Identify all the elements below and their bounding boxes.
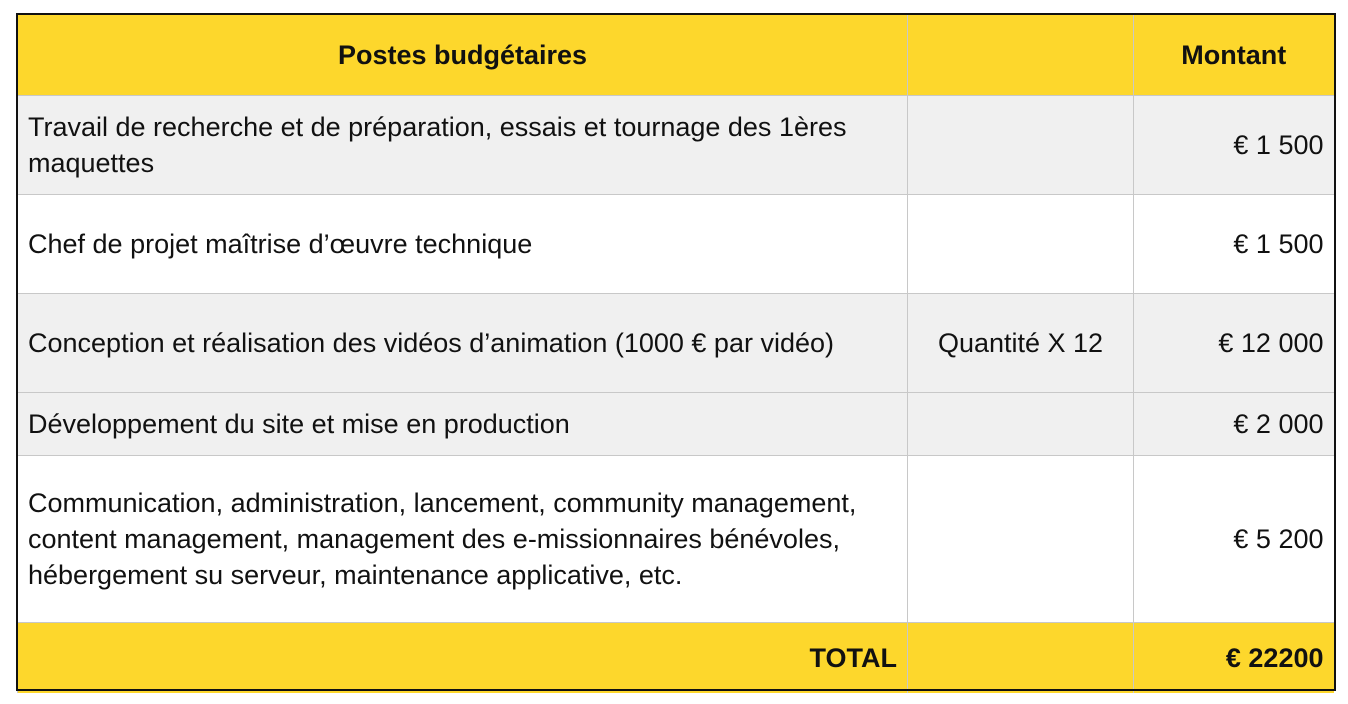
total-row <box>18 623 1334 694</box>
row-quantity-cell <box>908 96 1134 195</box>
row-label-cell: Conception et réalisation des vidéos d’animation (1000 € par vidéo) <box>18 294 908 393</box>
row-quantity-cell <box>908 195 1134 294</box>
header-amount-cell: Montant <box>1134 15 1334 96</box>
table-row <box>18 195 1334 294</box>
table-row <box>18 393 1334 456</box>
row-quantity-cell <box>908 456 1134 623</box>
row-label-cell: Développement du site et mise en production <box>18 393 908 456</box>
row-label-cell: Communication, administration, lancement, community management, content management, management des e-missionnaires bénévoles, hébergement su serveur, maintenance applicative, etc. <box>18 456 908 623</box>
table-row <box>18 96 1334 195</box>
row-amount-cell: € 1 500 <box>1134 96 1334 195</box>
row-label-cell: Travail de recherche et de préparation, essais et tournage des 1ères maquettes <box>18 96 908 195</box>
row-quantity-cell: Quantité X 12 <box>908 294 1134 393</box>
header-label-cell: Postes budgétaires <box>18 15 908 96</box>
total-quantity-cell <box>908 623 1134 694</box>
row-label-cell: Chef de projet maîtrise d’œuvre technique <box>18 195 908 294</box>
row-amount-cell: € 2 000 <box>1134 393 1334 456</box>
row-amount-cell: € 5 200 <box>1134 456 1334 623</box>
row-amount-cell: € 1 500 <box>1134 195 1334 294</box>
total-label-cell: TOTAL <box>18 623 908 694</box>
header-row <box>18 15 1334 96</box>
table-row <box>18 294 1334 393</box>
row-amount-cell: € 12 000 <box>1134 294 1334 393</box>
total-amount-cell: € 22200 <box>1134 623 1334 694</box>
budget-table <box>17 14 1334 693</box>
table-row <box>18 456 1334 623</box>
row-quantity-cell <box>908 393 1134 456</box>
header-quantity-cell <box>908 15 1134 96</box>
